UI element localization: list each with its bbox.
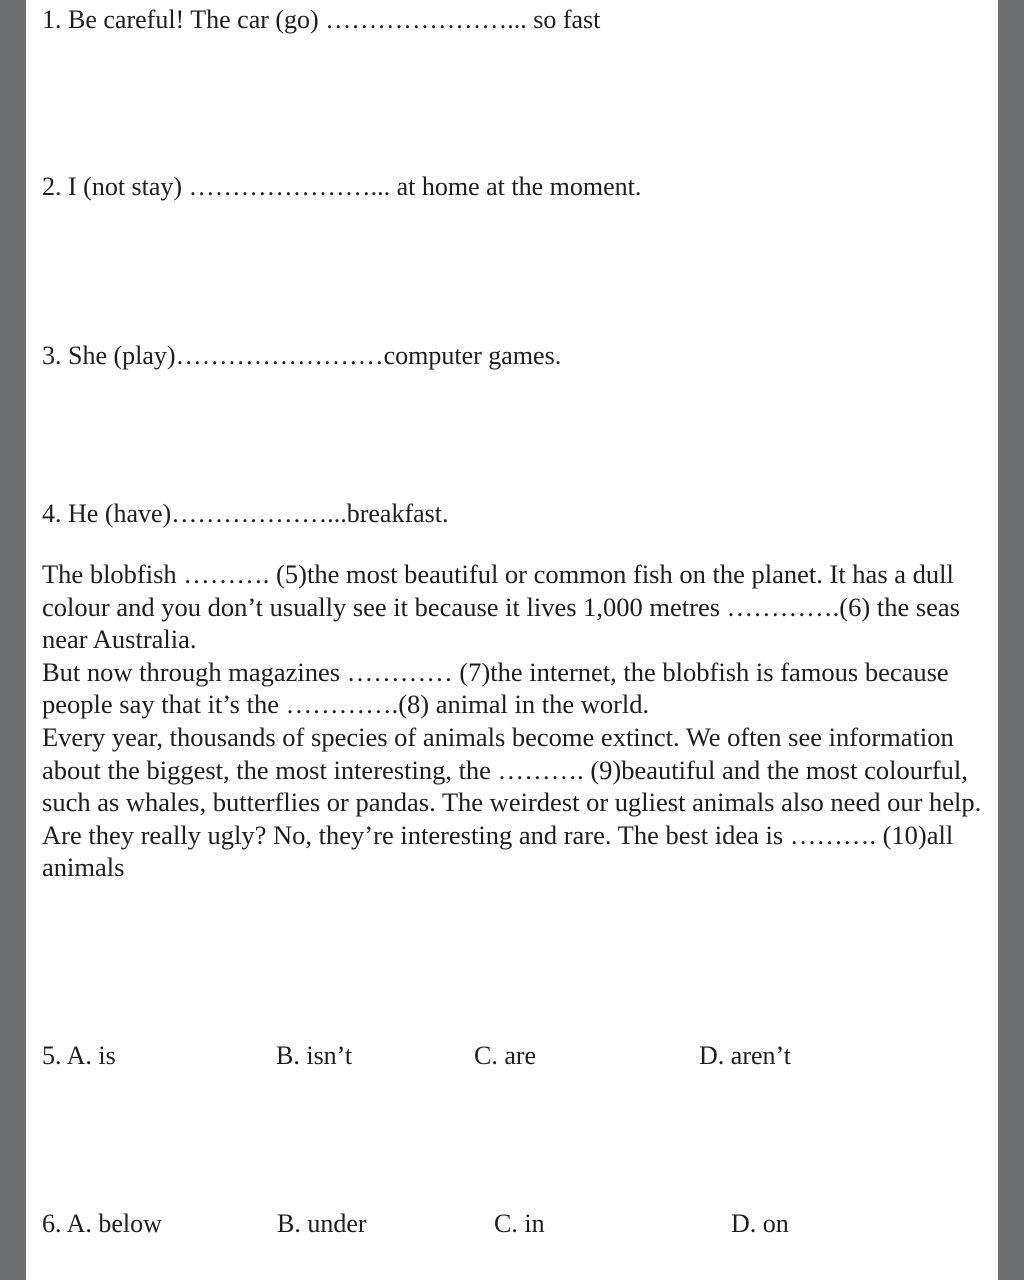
q5-option-c: C. are	[474, 1041, 537, 1070]
q5-option-a: 5. A. is	[42, 1041, 116, 1070]
reading-passage	[42, 558, 992, 884]
passage-paragraph-4: Are they really ugly? No, they’re interesting and rare. The best idea is ………. (10)all animals	[42, 819, 954, 883]
passage-paragraph-2: But now through magazines ………… (7)the internet, the blobfish is famous because people say that it’s the ………….(8) animal in the world.	[42, 656, 949, 720]
q6-option-b: B. under	[277, 1209, 367, 1238]
q5-option-b: B. isn’t	[276, 1041, 353, 1070]
question-4: 4. He (have)………………...breakfast.	[42, 499, 449, 528]
q6-option-a: 6. A. below	[42, 1209, 162, 1238]
q6-option-c: C. in	[494, 1209, 545, 1238]
worksheet-page	[26, 0, 998, 1280]
question-1: 1. Be careful! The car (go) …………………... so fast	[42, 5, 601, 34]
question-3: 3. She (play)……………………computer games.	[42, 341, 562, 370]
question-2: 2. I (not stay) …………………... at home at the moment.	[42, 172, 642, 201]
passage-paragraph-1: The blobfish ………. (5)the most beautiful or common fish on the planet. It has a dull colour and you don’t usually see it because it lives 1,000 metres ………….(6) the seas near Australia.	[42, 559, 960, 655]
q6-option-d: D. on	[731, 1209, 789, 1238]
passage-paragraph-3: Every year, thousands of species of animals become extinct. We often see information about the biggest, the most interesting, the ………. (9)beautiful and the most colourful, such as whales, butterflies or pandas. The weirdest or ugliest animals also need our help.	[42, 721, 982, 818]
q5-option-d: D. aren’t	[699, 1041, 791, 1070]
